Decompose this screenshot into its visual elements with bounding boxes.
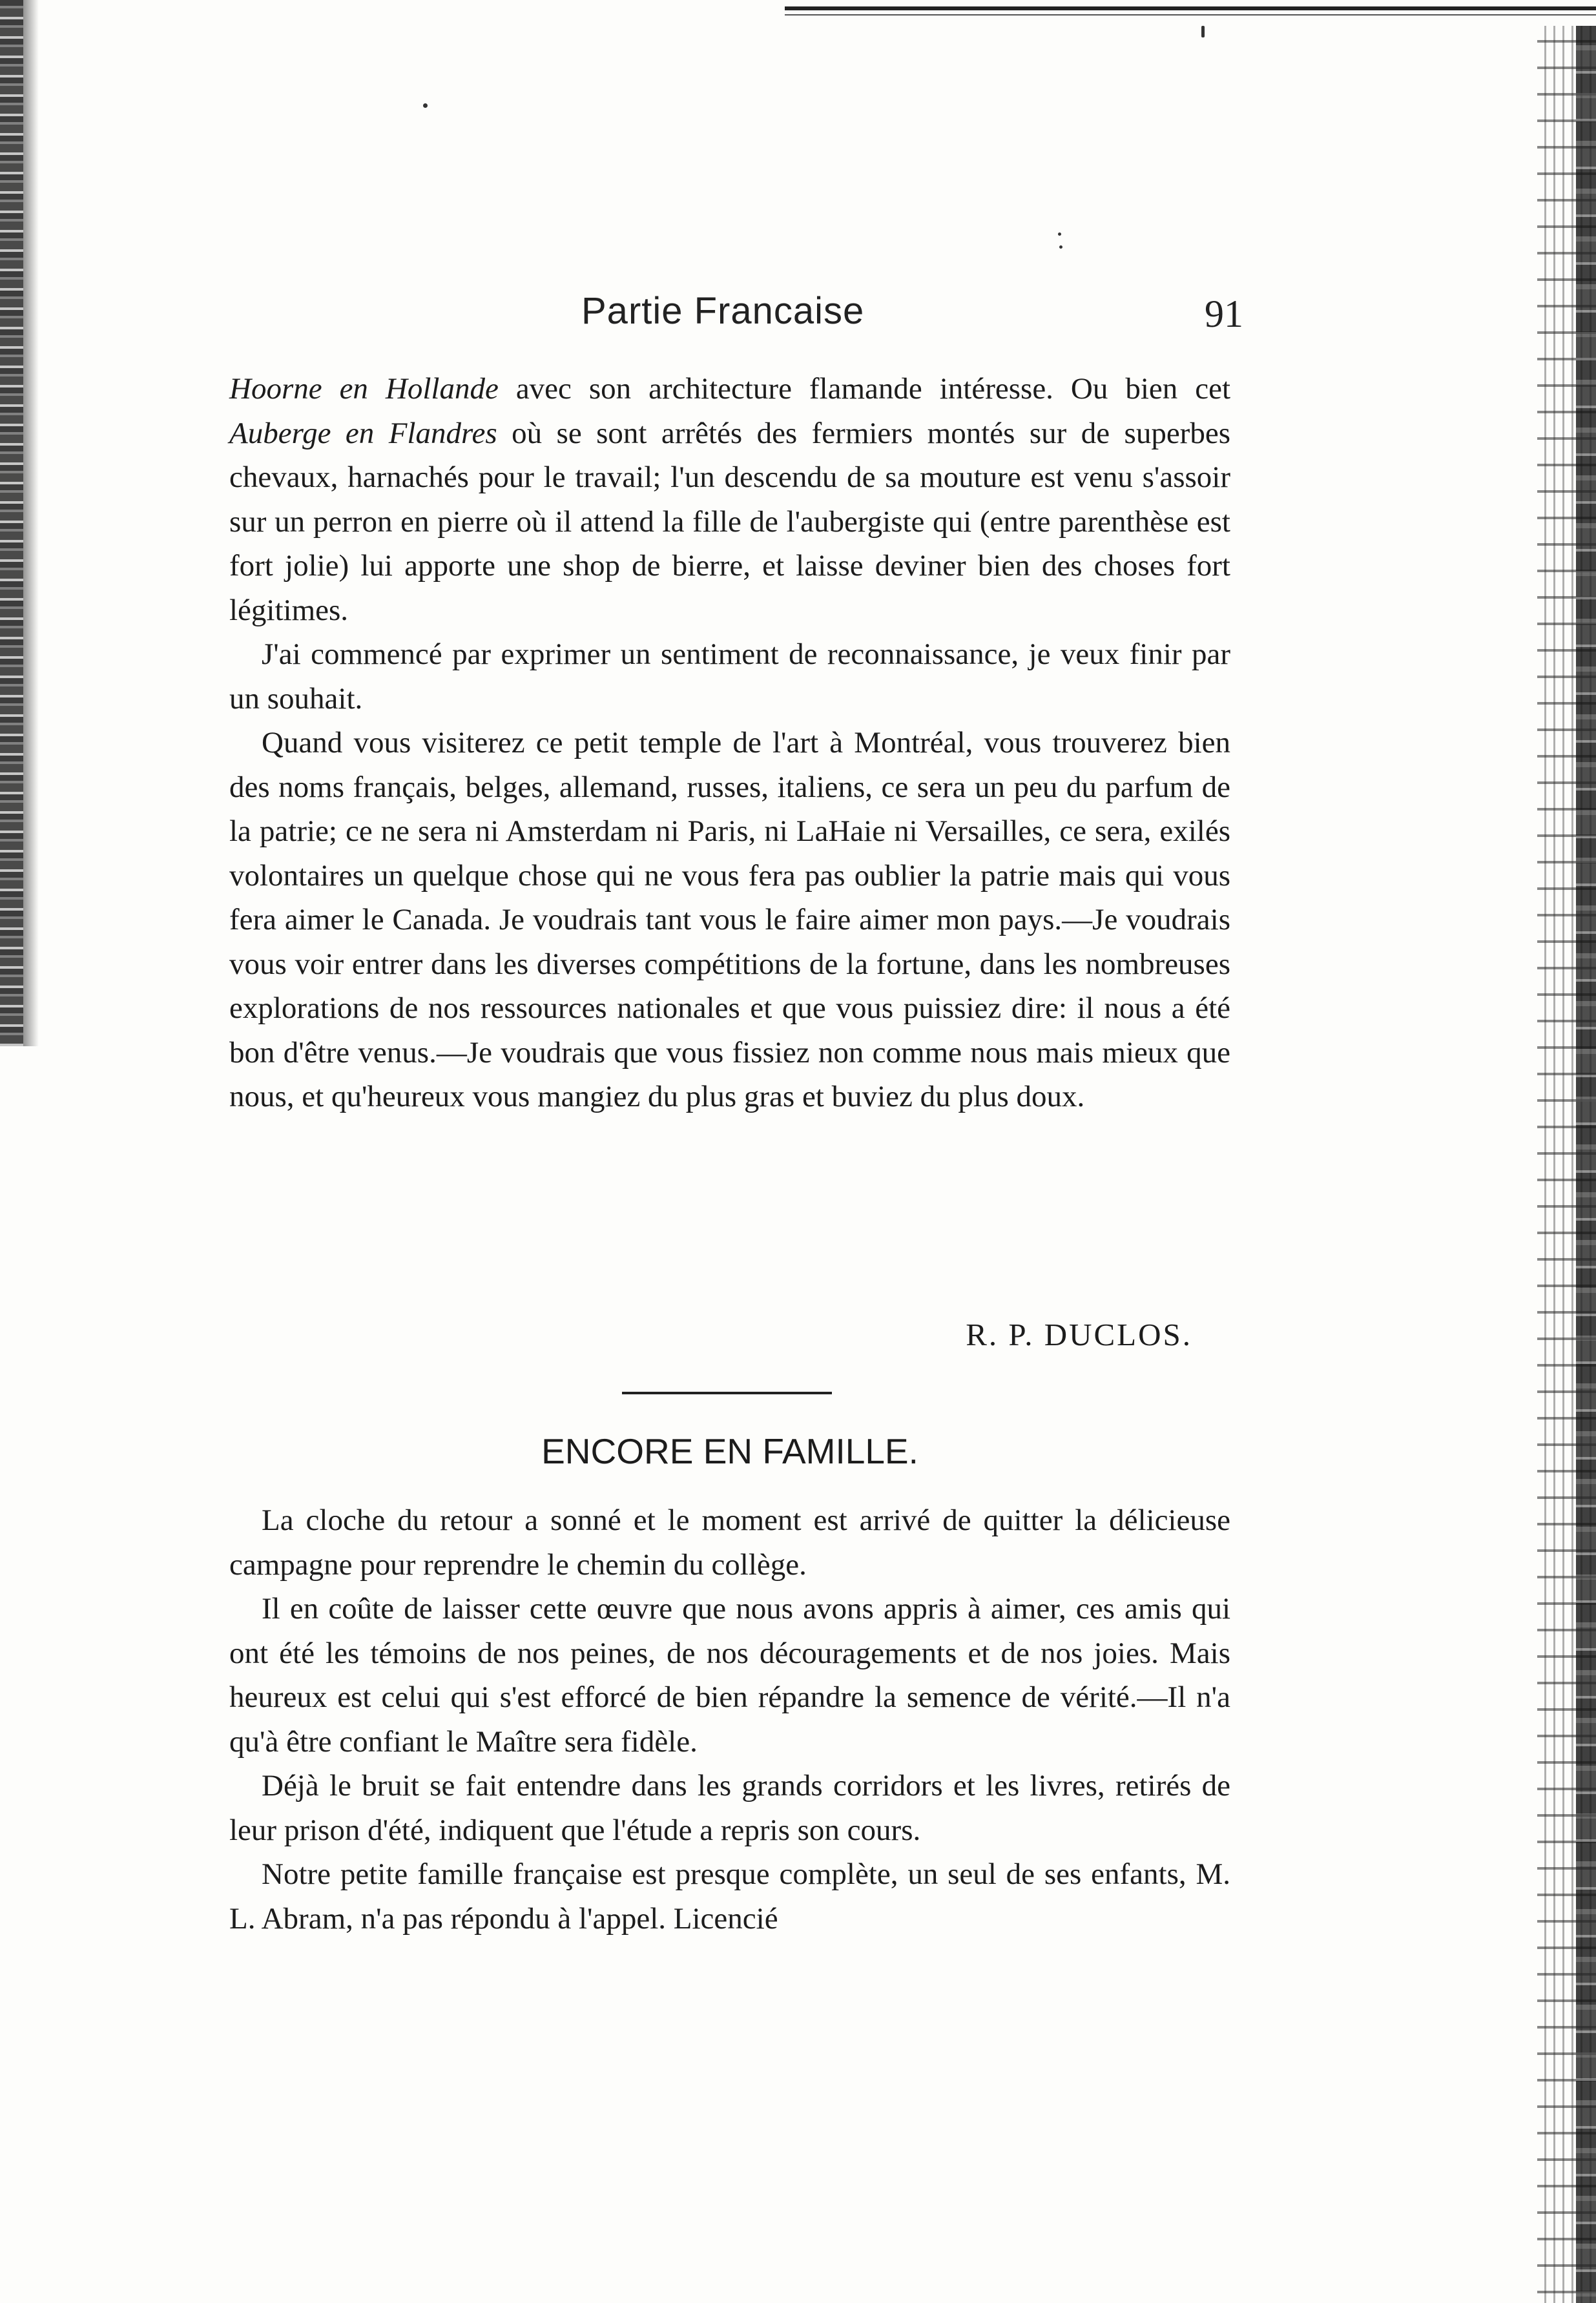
paragraph-text: avec son architecture flamande intéresse. Ou bien cet <box>498 372 1231 406</box>
paragraph: J'ai commencé par exprimer un sentiment de reconnaissance, je veux finir par un souhait. <box>229 637 1230 716</box>
paragraph: Notre petite famille française est presque complète, un seul de ses enfants, M. L. Abram, n'a pas répondu à l'appel. Licencié <box>229 1857 1230 1936</box>
page-number: 91 <box>1205 293 1243 335</box>
signature: R. P. DUCLOS. <box>966 1317 1192 1352</box>
italic-title: Hoorne en Hollande <box>229 372 499 406</box>
paragraph: Déjà le bruit se fait entendre dans les grands corridors et les livres, retirés de leur prison d'été, indiquent que l'étude a repris son cours. <box>229 1769 1230 1847</box>
paragraph <box>229 367 1230 632</box>
running-head-title: Partie Francaise <box>581 290 865 332</box>
paragraph: La cloche du retour a sonné et le moment est arrivé de quitter la délicieuse campagne pour reprendre le chemin du collège. <box>229 1503 1230 1582</box>
section-body <box>229 1498 1230 1941</box>
paragraph: Il en coûte de laisser cette œuvre que nous avons appris à aimer, ces amis qui ont été les témoins de nos peines, de nos découragements et de nos joies. Mais heureux est celui qui s'est efforcé de bien répandre la semence de vérité.—Il n'a qu'à être confiant le Maître sera fidèle. <box>229 1592 1230 1759</box>
section-separator <box>622 1392 832 1394</box>
scan-speck <box>423 103 428 108</box>
scan-speck <box>1058 232 1061 236</box>
paragraph-text: où se sont arrêtés des fermiers montés sur de superbes chevaux, harnachés pour le travail; l'un descendu de sa mouture est venu s'assoir sur un perron en pierre où il attend la fille de l'aubergiste qui (entre parenthèse est fort jolie) lui apporte une shop de bierre, et laisse deviner bien des choses fort légitimes. <box>229 416 1230 627</box>
scan-speck <box>1201 26 1205 37</box>
italic-title: Auberge en Flandres <box>229 416 497 450</box>
scan-left-edge-shadow <box>23 0 39 1046</box>
running-head <box>262 289 1243 341</box>
section-heading: ENCORE EN FAMILLE. <box>541 1431 918 1471</box>
scan-top-edge-line <box>785 14 1596 15</box>
article-continuation <box>229 367 1230 1119</box>
scan-left-edge-artifact <box>0 0 23 1046</box>
paragraph: Quand vous visiterez ce petit temple de l'art à Montréal, vous trouverez bien des noms français, belges, allemand, russes, italiens, ce sera un peu du parfum de la patrie; ce ne sera ni Amsterdam ni Paris, ni LaHaie ni Versailles, ce sera, exilés volontaires un quelque chose qui ne vous fera pas oublier la patrie mais qui vous fera aimer le Canada. Je voudrais tant vous le faire aimer mon pays.—Je voudrais vous voir entrer dans les diverses compétitions de la fortune, dans les nombreuses explorations de nos ressources nationales et que vous puissiez dire: il nous a été bon d'être venus.—Je voudrais que vous fissiez non comme nous mais mieux que nous, et qu'heureux vous mangiez du plus gras et buviez du plus doux. <box>229 726 1230 1113</box>
scan-speck <box>1059 245 1062 249</box>
scan-right-edge-binding <box>1576 26 1596 2303</box>
scan-top-edge-artifact <box>785 6 1596 10</box>
